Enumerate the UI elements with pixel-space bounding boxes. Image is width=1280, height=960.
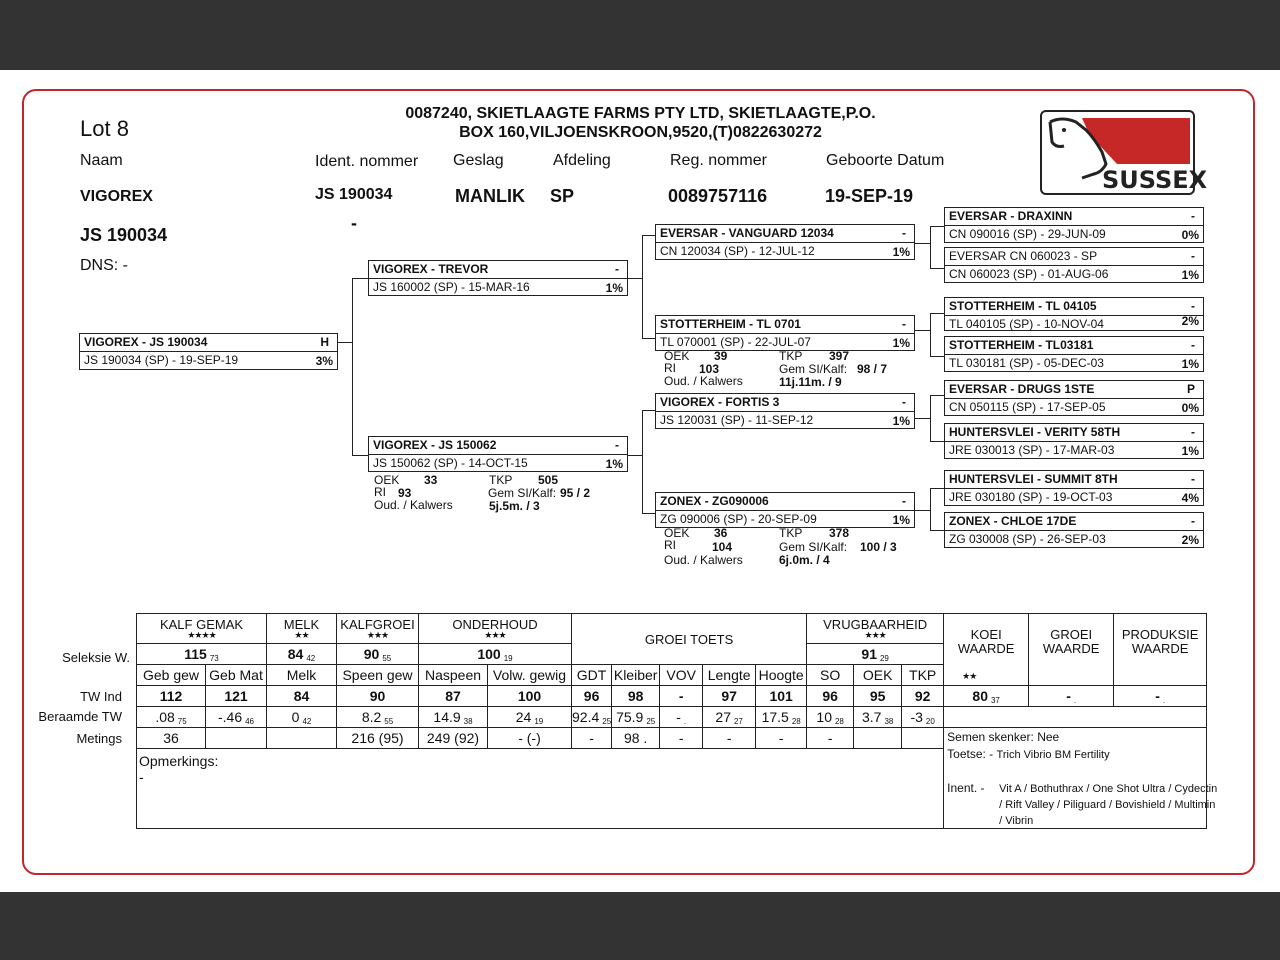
text-table-semen: Semen skenker: Nee: [947, 730, 1060, 744]
text-table-tw-7: 98: [612, 686, 660, 707]
text-table-ber_s-9: 27: [733, 716, 743, 726]
text-pedigree-g-5-line2: JRE 030013 (SP) - 17-MAR-03: [949, 443, 1115, 457]
text-pedigree-dd-line2: ZG 090006 (SP) - 20-SEP-09: [660, 512, 817, 526]
group-produksie-waarde: PRODUKSIE WAARDE: [1114, 614, 1207, 686]
text-table-ber-6: 92.4: [572, 708, 600, 725]
text-pedigree-g-3-line2: TL 030181 (SP) - 05-DEC-03: [949, 356, 1104, 370]
row-label-twind: TW Ind: [80, 689, 122, 704]
pedigree-gg-1: [944, 207, 1204, 243]
text-table-cols-2: Melk: [267, 665, 337, 686]
text-table-cols-3: Speen gew: [337, 665, 419, 686]
text-pedigree-ds-pct: 1%: [892, 414, 910, 428]
row-label-beraamde: Beraamde TW: [38, 709, 122, 724]
text-table-cols-1: Geb Mat: [206, 665, 267, 686]
text-pedigree-self-pct: 3%: [315, 354, 333, 368]
text-table-toetse: Trich Vibrio BM Fertility: [996, 749, 1110, 761]
text-table-cols-8: VOV: [660, 665, 703, 686]
text-pedigree-dam-stats-ri: 93: [398, 486, 412, 500]
animal-name: VIGOREX: [80, 188, 153, 205]
pedigree-gg-8: [944, 512, 1204, 548]
text-table-met-1: [206, 728, 267, 749]
group-onderhoud: [419, 614, 572, 644]
text-pedigree-dd-stats-gem_l: Gem SI/Kalf:: [779, 540, 848, 554]
text-pedigree-sd-stats-gem_l: Gem SI/Kalf:: [779, 362, 848, 376]
animal-code: JS 190034: [80, 225, 168, 245]
text-table-tw-1: 121: [206, 686, 267, 707]
text-pedigree-dd-stats-oud: 6j.0m. / 4: [779, 553, 830, 567]
sel-vrugbaarheid: [807, 644, 944, 665]
text-pedigree-dam-pct: 1%: [605, 457, 623, 471]
pedigree-sire-sire: [655, 224, 915, 260]
label-naam: Naam: [80, 152, 123, 169]
breeder-line2: BOX 160,VILJOENSKROON,9520,(T)0822630272: [459, 124, 822, 141]
text-table-inent3: / Vibrin: [999, 815, 1034, 827]
text-pedigree-g-4-flag: P: [1186, 382, 1195, 396]
text-table-ber-2: 0: [291, 708, 300, 725]
text-pedigree-sire-flag: -: [615, 262, 619, 276]
text-pedigree-dam-stats-ri_l: RI: [374, 485, 386, 499]
text-table-groups-vrug: VRUGBAARHEID: [823, 616, 928, 632]
bottom-bar: [0, 892, 1280, 960]
lot-number: Lot 8: [80, 116, 129, 141]
text-pedigree-ss-pct: 1%: [892, 245, 910, 259]
text-table-ber-11: 10: [816, 708, 832, 725]
text-table-met-13: [902, 728, 944, 749]
text-table-ber-7: 75.9: [616, 708, 644, 725]
text-table-cols-11: SO: [807, 665, 854, 686]
text-pedigree-sd-flag: -: [902, 317, 906, 331]
stars-kalf: ★★★★: [187, 629, 216, 640]
text-table-toetse_l: Toetse: -: [947, 747, 994, 761]
dam-stats: [374, 474, 604, 514]
text-pedigree-dd-stats-tkp_l: TKP: [779, 526, 803, 540]
text-pedigree-sire-line2: JS 160002 (SP) - 15-MAR-16: [373, 280, 530, 294]
sel-melk: [267, 644, 337, 665]
text-pedigree-g-6-pct: 4%: [1181, 491, 1199, 505]
text-pedigree-dam-stats-oek_l: OEK: [374, 473, 400, 487]
text-pedigree-dd-stats-tkp: 378: [829, 526, 850, 540]
text-table-met-4: 249 (92): [419, 728, 488, 749]
text-table-tw-3: 90: [337, 686, 419, 707]
text-pedigree-g-6-line2: JRE 030180 (SP) - 19-OCT-03: [949, 490, 1113, 504]
text-table-ber-13: -3: [910, 708, 923, 725]
text-table-ber-9: 27: [715, 708, 731, 725]
text-pedigree-dd-stats-gem: 100 / 3: [860, 540, 897, 554]
text-table-sel-kg_s: 55: [382, 653, 392, 663]
text-table-tw-8: -: [660, 686, 703, 707]
text-pedigree-dd-stats-ri_l: RI: [664, 538, 676, 552]
pedigree-sire-dam: [655, 315, 915, 351]
animal-ident-dash: -: [351, 213, 357, 233]
text-table-cols-5: Volw. gewig: [488, 665, 572, 686]
text-table-stars-vrug: ★★★: [864, 629, 886, 640]
text-table-groups-kalf: KALF GEMAK: [159, 616, 244, 632]
text-table-met-7: 98 .: [612, 728, 660, 749]
sire-dam-stats: [664, 350, 904, 390]
text-table-ber_s-12: 38: [884, 716, 894, 726]
sel-onderhoud: [419, 644, 572, 665]
text-pedigree-dam-flag: -: [615, 438, 619, 452]
text-pedigree-g-4-line2: CN 050115 (SP) - 17-SEP-05: [949, 400, 1106, 414]
text-pedigree-dam-stats-tkp: 505: [538, 473, 559, 487]
text-table-tw-10: 101: [756, 686, 807, 707]
text-pedigree-g-0-pct: 0%: [1181, 228, 1199, 242]
pedigree-dam-dam: [655, 492, 915, 528]
text-table-ber-12: 3.7: [861, 708, 882, 725]
text-pedigree-sd-stats-oek: 39: [714, 349, 728, 363]
text-table-met-5: - (-): [488, 728, 572, 749]
text-pedigree-g-2-flag: -: [1191, 299, 1195, 313]
pedigree-gg-2: [944, 247, 1204, 283]
text-table-met-9: -: [703, 728, 756, 749]
group-groei-waarde: GROEI WAARDE: [1029, 614, 1114, 686]
text-table-tw-12: 95: [854, 686, 902, 707]
text-table-stars-kalfgroei: ★★★: [366, 629, 389, 640]
text-pedigree-g-1-pct: 1%: [1181, 268, 1199, 282]
text-pedigree-ss-flag: -: [902, 226, 906, 240]
text-pedigree-sire-pct: 1%: [605, 281, 623, 295]
text-pedigree-g-1-line2: CN 060023 (SP) - 01-AUG-06: [949, 267, 1109, 281]
text-table-groups-melk: MELK: [283, 616, 320, 632]
label-geboorte: Geboorte Datum: [826, 152, 945, 169]
text-table-tw-5: 100: [488, 686, 572, 707]
pedigree-sire: [368, 260, 628, 296]
text-pedigree-g-4-pct: 0%: [1181, 401, 1199, 415]
text-table-tw_prod: -: [1155, 687, 1160, 704]
text-table-ber_s-0: 75: [177, 716, 187, 726]
text-pedigree-dd-stats-oek: 36: [714, 526, 728, 540]
text-table-tw_koei: 80: [972, 687, 988, 704]
group-kalfgroei: [337, 614, 419, 644]
text-table-ber_s-10: 28: [791, 716, 801, 726]
metings-row: [137, 728, 1207, 749]
text-pedigree-dam-name: VIGOREX - JS 150062: [373, 438, 497, 452]
text-pedigree-g-3-name: STOTTERHEIM - TL03181: [949, 338, 1094, 352]
text-table-ber_s-11: 28: [834, 716, 844, 726]
text-table-met-10: -: [756, 728, 807, 749]
text-table-sel-kalf_s: 73: [209, 653, 219, 663]
text-table-inent1: Vit A / Bothuthrax / One Shot Ultra / Cydectin: [999, 783, 1218, 795]
pedigree-dam-sire: [655, 393, 915, 429]
text-pedigree-sire-name: VIGOREX - TREVOR: [373, 262, 489, 276]
label-geslag: Geslag: [453, 152, 504, 169]
text-table-opm_label: Opmerkings:: [139, 753, 219, 770]
text-pedigree-g-7-flag: -: [1191, 514, 1195, 528]
text-table-tw-11: 96: [807, 686, 854, 707]
label-afdeling: Afdeling: [553, 152, 611, 169]
sel-kalf: [137, 644, 267, 665]
text-table-tw_koei_s: 37: [990, 695, 1000, 705]
sel-kalfgroei: [337, 644, 419, 665]
text-pedigree-g-7-pct: 2%: [1181, 533, 1199, 547]
beraamde-row: [137, 707, 1207, 728]
text-table-tw-13: 92: [902, 686, 944, 707]
opmerkings: [137, 749, 944, 829]
text-table-ber-4: 14.9: [433, 708, 461, 725]
pedigree-gg-5: [944, 380, 1204, 416]
text-pedigree-dam-stats-oud: 5j.5m. / 3: [489, 499, 540, 513]
text-pedigree-dam-stats-gem: 95 / 2: [560, 486, 591, 500]
text-pedigree-dam-stats-tkp_l: TKP: [489, 473, 513, 487]
text-table-sel-melk: 84: [287, 645, 304, 662]
text-table-ber_s-3: 55: [384, 716, 394, 726]
text-table-tw-6: 96: [572, 686, 612, 707]
text-table-sel-ond: 100: [477, 645, 501, 662]
text-pedigree-sd-pct: 1%: [892, 336, 910, 350]
text-pedigree-ss-name: EVERSAR - VANGUARD 12034: [660, 226, 834, 240]
breeder-line1: 0087240, SKIETLAAGTE FARMS PTY LTD, SKIETLAAGTE,P.O.: [405, 105, 876, 122]
text-table-cols-4: Naspeen: [419, 665, 488, 686]
text-table-ber_s-8: .: [683, 716, 687, 726]
text-table-groups-koei: KOEI WAARDE: [957, 627, 1015, 656]
text-table-tw-4: 87: [419, 686, 488, 707]
text-pedigree-dd-pct: 1%: [892, 513, 910, 527]
text-pedigree-sd-stats-oud: 11j.11m. / 9: [779, 375, 842, 389]
text-table-sel-ond_s: 19: [503, 653, 513, 663]
text-table-sel-melk_s: 42: [306, 653, 316, 663]
animal-dob: 19-SEP-19: [825, 186, 914, 206]
top-bar: [0, 0, 1280, 70]
text-pedigree-ds-line2: JS 120031 (SP) - 11-SEP-12: [660, 413, 814, 427]
dns: DNS: -: [80, 257, 128, 274]
text-pedigree-g-6-name: HUNTERSVLEI - SUMMIT 8TH: [949, 472, 1118, 486]
text-pedigree-dd-name: ZONEX - ZG090006: [660, 494, 769, 508]
row-label-seleksie: Seleksie W.: [62, 650, 130, 665]
text-table-opm: -: [139, 769, 144, 786]
text-pedigree-sd-stats-oud_l: Oud. / Kalwers: [664, 374, 743, 388]
text-table-met-12: [854, 728, 902, 749]
text-table-cols-13: TKP: [902, 665, 944, 686]
text-pedigree-g-2-name: STOTTERHEIM - TL 04105: [949, 299, 1097, 313]
group-kalf-gemak: [137, 614, 267, 644]
text-table-sel-vrug: 91: [861, 645, 877, 662]
text-table-sel-kalf: 115: [184, 645, 207, 662]
text-table-ber-0: .08: [155, 708, 175, 725]
group-groei-toets: GROEI TOETS: [572, 614, 807, 665]
text-table-ber_s-4: 38: [463, 716, 473, 726]
text-table-met-3: 216 (95): [337, 728, 419, 749]
text-pedigree-g-7-name: ZONEX - CHLOE 17DE: [949, 514, 1077, 528]
text-table-tw-9: 97: [703, 686, 756, 707]
text-table-inent_l: Inent. -: [947, 781, 985, 795]
text-pedigree-dam-stats-oud_l: Oud. / Kalwers: [374, 498, 453, 512]
text-table-groups-onderhoud: ONDERHOUD: [452, 616, 538, 632]
text-pedigree-self-flag: H: [320, 335, 329, 349]
text-pedigree-g-6-flag: -: [1191, 472, 1195, 486]
text-pedigree-dam-stats-oek: 33: [424, 473, 438, 487]
text-table-ber-3: 8.2: [361, 708, 382, 725]
text-pedigree-g-5-name: HUNTERSVLEI - VERITY 58TH: [949, 425, 1121, 439]
text-pedigree-dd-stats-ri: 104: [712, 540, 733, 554]
animal-sex: MANLIK: [455, 186, 525, 206]
row-label-metings: Metings: [76, 731, 122, 746]
text-table-cols-0: Geb gew: [137, 665, 206, 686]
text-pedigree-g-0-line2: CN 090016 (SP) - 29-JUN-09: [949, 227, 1106, 241]
text-table-groups-kalfgroei: KALFGROEI: [340, 616, 415, 632]
evaluation-table: [136, 613, 1218, 829]
text-table-ber_s-2: 42: [302, 716, 312, 726]
logo-text: SUSSEX: [1102, 166, 1208, 194]
text-table-cols-10: Hoogte: [756, 665, 807, 686]
pedigree-gg-4: [944, 336, 1204, 372]
text-table-stars-koei: ★★: [962, 671, 977, 681]
text-table-inent2: / Rift Valley / Piliguard / Bovishield / Multimin: [999, 799, 1216, 811]
text-pedigree-g-7-line2: ZG 030008 (SP) - 26-SEP-03: [949, 532, 1106, 546]
text-table-sel-kg: 90: [363, 645, 380, 662]
text-table-ber-5: 24: [515, 708, 532, 725]
text-pedigree-ds-flag: -: [902, 395, 906, 409]
text-pedigree-sd-stats-ri_l: RI: [664, 361, 676, 375]
text-table-met-8: -: [660, 728, 703, 749]
text-pedigree-dam-line2: JS 150062 (SP) - 14-OCT-15: [373, 456, 528, 470]
pedigree-self: [79, 333, 338, 370]
text-table-cols-9: Lengte: [703, 665, 756, 686]
pedigree-dam: [368, 436, 628, 472]
text-pedigree-dd-stats-oek_l: OEK: [664, 526, 690, 540]
pedigree-gg-3: [944, 297, 1204, 331]
text-table-ber_s-7: 25: [646, 716, 656, 726]
label-reg: Reg. nommer: [670, 152, 767, 169]
text-pedigree-ss-line2: CN 120034 (SP) - 12-JUL-12: [660, 244, 815, 258]
semen-toetse-inent: [944, 728, 1218, 829]
text-pedigree-sd-line2: TL 070001 (SP) - 22-JUL-07: [660, 335, 811, 349]
text-pedigree-g-4-name: EVERSAR - DRUGS 1STE: [949, 382, 1095, 396]
dam-dam-stats: [664, 527, 904, 567]
text-pedigree-g-2-pct: 2%: [1181, 314, 1199, 328]
text-pedigree-g-1-flag: -: [1191, 249, 1195, 263]
text-pedigree-sd-stats-oek_l: OEK: [664, 349, 690, 363]
text-table-cols-12: OEK: [854, 665, 902, 686]
text-table-tw-2: 84: [267, 686, 337, 707]
text-pedigree-sd-name: STOTTERHEIM - TL 0701: [660, 317, 801, 331]
text-table-ber-8: -: [676, 708, 681, 725]
text-pedigree-g-2-line2: TL 040105 (SP) - 10-NOV-04: [949, 317, 1104, 331]
text-table-tw_groei_s: .: [1073, 695, 1077, 705]
text-table-ber_s-5: 19: [534, 716, 544, 726]
text-pedigree-dd-flag: -: [902, 494, 906, 508]
text-pedigree-g-3-flag: -: [1191, 338, 1195, 352]
text-pedigree-dd-stats-oud_l: Oud. / Kalwers: [664, 553, 743, 567]
animal-reg: 0089757116: [668, 186, 768, 206]
group-vrugbaarheid: [807, 614, 944, 644]
text-pedigree-self-line2: JS 190034 (SP) - 19-SEP-19: [84, 353, 239, 367]
text-pedigree-self-name: VIGOREX - JS 190034: [84, 335, 208, 349]
text-pedigree-sd-stats-tkp_l: TKP: [779, 349, 803, 363]
text-pedigree-g-0-flag: -: [1191, 209, 1195, 223]
text-table-cols-7: Kleiber: [612, 665, 660, 686]
text-pedigree-sd-stats-gem: 98 / 7: [857, 362, 888, 376]
group-koei-waarde: [944, 614, 1029, 686]
text-table-stars-melk: ★★: [294, 629, 309, 640]
text-table-met-0: 36: [137, 728, 206, 749]
animal-ident: JS 190034: [315, 186, 393, 203]
text-pedigree-g-5-pct: 1%: [1181, 444, 1199, 458]
text-table-ber-1: -.46: [217, 708, 243, 725]
text-table-stars-onderhoud: ★★★: [484, 629, 506, 640]
animal-breed: SP: [550, 186, 575, 206]
text-pedigree-g-5-flag: -: [1191, 425, 1195, 439]
text-pedigree-g-0-name: EVERSAR - DRAXINN: [949, 209, 1073, 223]
text-pedigree-g-1-name: EVERSAR CN 060023 - SP: [949, 249, 1098, 263]
text-table-cols-6: GDT: [572, 665, 612, 686]
text-pedigree-dam-stats-gem_l: Gem SI/Kalf:: [488, 486, 557, 500]
pedigree-gg-7: [944, 470, 1204, 506]
text-table-met-2: [267, 728, 337, 749]
text-table-tw-0: 112: [137, 686, 206, 707]
text-pedigree-sd-stats-ri: 103: [699, 362, 720, 376]
text-table-sel-vrug_s: 29: [879, 653, 889, 663]
text-table-tw_prod_s: .: [1162, 695, 1166, 705]
text-pedigree-g-3-pct: 1%: [1181, 357, 1199, 371]
text-table-ber_s-6: 25: [602, 716, 612, 726]
text-table-ber-10: 17.5: [761, 708, 789, 725]
text-table-ber_s-1: 46: [245, 716, 255, 726]
label-ident: Ident. nommer: [315, 153, 419, 170]
group-melk: [267, 614, 337, 644]
text-table-met-11: -: [807, 728, 854, 749]
text-table-met-6: -: [572, 728, 612, 749]
text-pedigree-ds-name: VIGOREX - FORTIS 3: [660, 395, 780, 409]
text-pedigree-sd-stats-tkp: 397: [829, 349, 850, 363]
text-table-ber_s-13: 20: [925, 716, 935, 726]
tw-ind-row: [137, 686, 1207, 707]
pedigree-gg-6: [944, 423, 1204, 459]
text-table-tw_groei: -: [1066, 687, 1071, 704]
sussex-logo: [1040, 110, 1208, 195]
